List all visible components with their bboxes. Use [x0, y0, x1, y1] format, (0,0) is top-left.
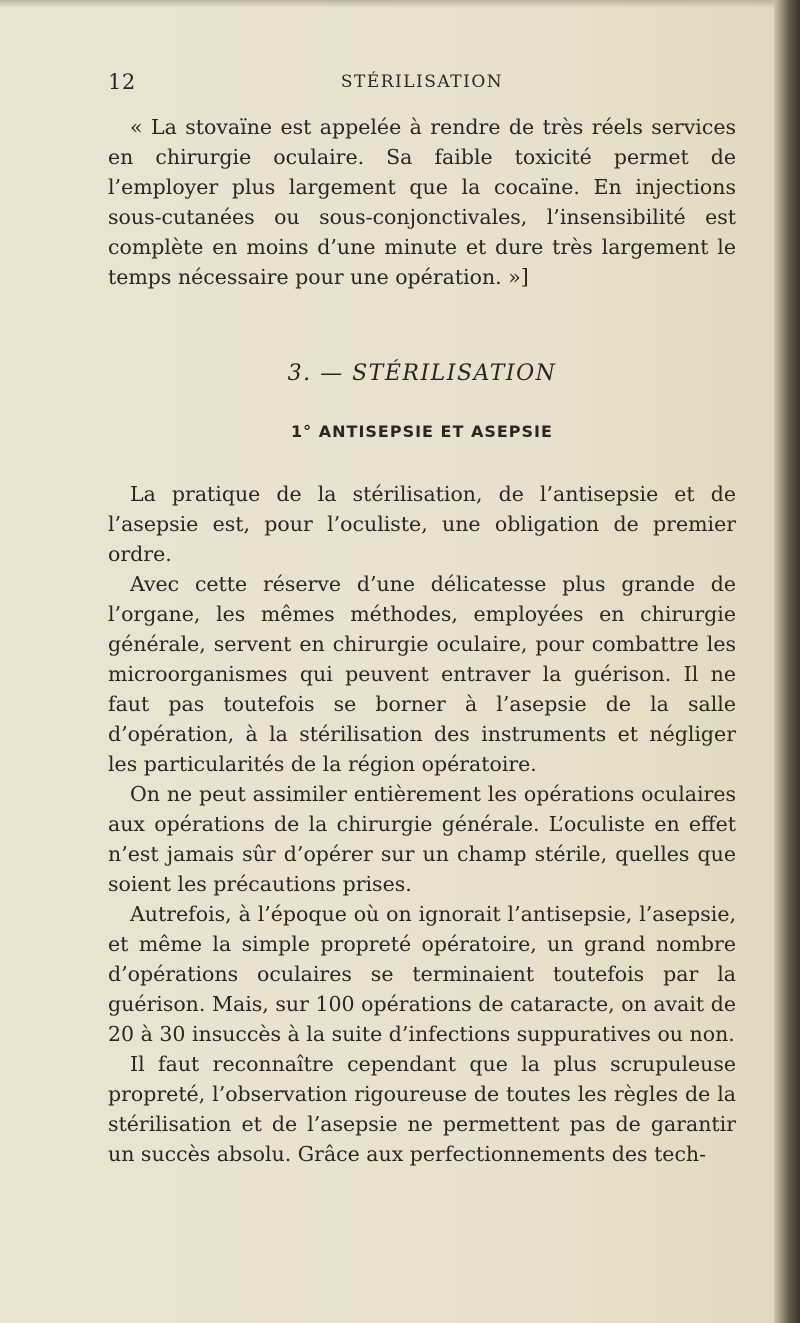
page-top-edge	[0, 0, 800, 8]
paragraph: On ne peut assimiler entièrement les opérations oculaires aux opérations de la chirurgie générale. L’oculiste en effet n’est jamais sûr d’opérer sur un champ stérile, quelles que soient les précautions prises.	[108, 782, 736, 896]
paragraph: La pratique de la stérilisation, de l’antisepsie et de l’asepsie est, pour l’oculiste, une obligation de premier ordre.	[108, 482, 736, 566]
paragraph: Autrefois, à l’époque où on ignorait l’antisepsie, l’asepsie, et même la simple propreté opératoire, un grand nombre d’opérations oculaires se terminaient toutefois par la guérison. Mais, sur 100 opérations de cataracte, on avait de 20 à 30 insuccès à la suite d’infections suppuratives ou non.	[108, 902, 736, 1046]
body-text	[108, 479, 736, 1169]
book-binding-edge	[774, 0, 800, 1323]
running-title: STÉRILISATION	[340, 72, 504, 92]
page-header	[108, 70, 736, 100]
quote-paragraph: « La stovaïne est appelée à rendre de très réels services en chirurgie oculaire. Sa faible toxicité permet de l’employer plus largement que la cocaïne. En injections sous-cutanées ou sous-conjonctivales, l’insensibilité est complète en moins d’une minute et dure très largement le temps nécessaire pour une opération. »]	[108, 115, 736, 289]
subsection-title: 1° ANTISEPSIE ET ASEPSIE	[291, 422, 553, 441]
paragraph: Avec cette réserve d’une délicatesse plus grande de l’organe, les mêmes méthodes, employées en chirurgie générale, servent en chirurgie oculaire, pour combattre les microorganismes qui peuvent entraver la guérison. Il ne faut pas toutefois se borner à l’asepsie de la salle d’opération, à la stérilisation des instruments et négliger les particularités de la région opératoire.	[108, 572, 736, 776]
paragraph: Il faut reconnaître cependant que la plus scrupuleuse propreté, l’observation rigoureuse de toutes les règles de la stérilisation et de l’asepsie ne permettent pas de garantir un succès absolu. Grâce aux perfectionnements des tech-	[108, 1052, 736, 1166]
section-title: 3. — STÉRILISATION	[287, 361, 557, 386]
quote-block	[108, 112, 736, 292]
page-number: 12	[108, 70, 136, 94]
